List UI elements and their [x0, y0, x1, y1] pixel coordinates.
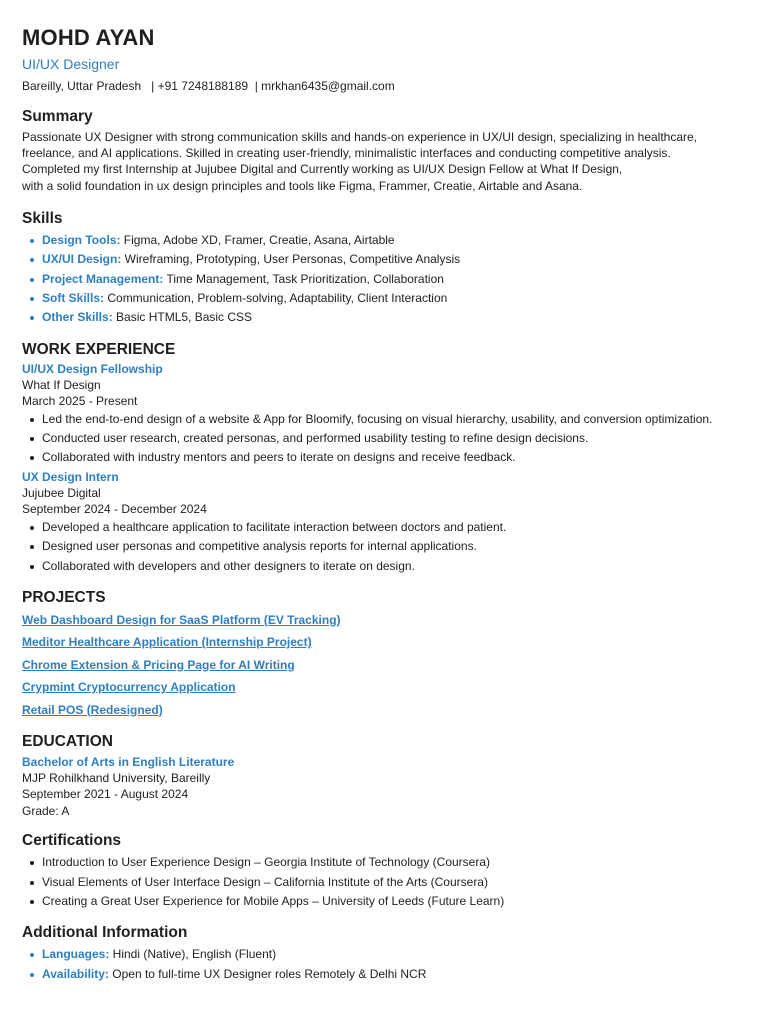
job-bullet: Developed a healthcare application to facilitate interaction between doctors and patient.: [22, 518, 746, 537]
additional-info-section: [22, 923, 746, 984]
skill-text: Communication, Problem-solving, Adaptability, Client Interaction: [104, 291, 448, 306]
resume-header: [22, 24, 746, 94]
project-link[interactable]: Crypmint Cryptocurrency Application: [22, 680, 236, 695]
job-company: Jujubee Digital: [22, 485, 101, 500]
job-bullets: [22, 410, 746, 468]
job-bullet: Collaborated with industry mentors and peers to iterate on designs and receive feedback.: [22, 448, 746, 467]
skill-label: Soft Skills:: [42, 291, 105, 306]
skills-list: [22, 231, 746, 328]
certification-item: Creating a Great User Experience for Mobile Apps – University of Leeds (Future Learn): [22, 892, 746, 911]
contact-line: Bareilly, Uttar Pradesh | +91 7248188189 | mrkhan6435@gmail.com: [22, 79, 395, 93]
skill-text: Figma, Adobe XD, Framer, Creatie, Asana, Airtable: [120, 232, 395, 247]
project-link[interactable]: Retail POS (Redesigned): [22, 702, 163, 717]
summary-text: [22, 129, 746, 194]
candidate-role: UI/UX Designer: [22, 56, 120, 72]
summary-line: Completed my first Internship at Jujubee Digital and Currently working as UI/UX Design Fellow at What If Design,: [22, 162, 623, 177]
additional-info-label: Availability:: [42, 966, 109, 981]
summary-line: with a solid foundation in ux design principles and tools like Figma, Frammer, Creatie, Airtable and Asana.: [22, 178, 583, 193]
project-link[interactable]: Web Dashboard Design for SaaS Platform (EV Tracking): [22, 612, 341, 627]
job-bullet: Designed user personas and competitive analysis reports for internal applications.: [22, 537, 746, 556]
additional-info-text: Hindi (Native), English (Fluent): [109, 947, 277, 962]
project-link[interactable]: Chrome Extension & Pricing Page for AI Writing: [22, 657, 295, 672]
job-dates: September 2024 - December 2024: [22, 502, 207, 517]
degree-title: Bachelor of Arts in English Literature: [22, 754, 235, 769]
job-title: UX Design Intern: [22, 469, 119, 484]
additional-info-list: [22, 945, 746, 984]
skills-heading: Skills: [22, 209, 63, 227]
certifications-heading: Certifications: [22, 832, 122, 850]
projects-list: [22, 609, 746, 721]
school-name: MJP Rohilkhand University, Bareilly: [22, 770, 211, 785]
job-bullet: Conducted user research, created personas, and performed usability testing to refine design decisions.: [22, 429, 746, 448]
skill-label: UX/UI Design:: [42, 252, 122, 267]
summary-line: freelance, and AI applications. Skilled in creating user-friendly, minimalistic interfaces and conducting competitive analysis.: [22, 146, 671, 161]
job-dates: March 2025 - Present: [22, 394, 138, 409]
summary-line: Passionate UX Designer with strong communication skills and hands-on experience in UX/UI design, specializing in healthcare,: [22, 130, 698, 144]
skill-label: Project Management:: [42, 271, 164, 286]
job-entry: [22, 469, 746, 576]
summary-section: [22, 107, 746, 194]
skills-section: [22, 209, 746, 328]
skill-label: Other Skills:: [42, 310, 113, 325]
job-title: UI/UX Design Fellowship: [22, 361, 163, 376]
additional-info-heading: Additional Information: [22, 924, 188, 942]
skill-item: [22, 289, 746, 308]
projects-heading: PROJECTS: [22, 588, 106, 606]
skill-label: Design Tools:: [42, 232, 121, 247]
skill-text: Time Management, Task Prioritization, Collaboration: [163, 271, 444, 286]
job-bullet: Collaborated with developers and other designers to iterate on design.: [22, 557, 746, 576]
education-grade: Grade: A: [22, 803, 70, 818]
candidate-name: MOHD AYAN: [22, 25, 155, 50]
additional-info-item: [22, 965, 746, 984]
education-section: [22, 732, 746, 819]
education-heading: EDUCATION: [22, 732, 113, 750]
certification-item: Introduction to User Experience Design – Georgia Institute of Technology (Coursera): [22, 853, 746, 872]
skill-item: [22, 250, 746, 269]
additional-info-item: [22, 945, 746, 964]
projects-section: [22, 588, 746, 721]
job-company: What If Design: [22, 377, 101, 392]
skill-item: [22, 270, 746, 289]
summary-heading: Summary: [22, 108, 93, 125]
additional-info-text: Open to full-time UX Designer roles Remotely & Delhi NCR: [108, 966, 427, 981]
job-entry: [22, 361, 746, 468]
education-dates: September 2021 - August 2024: [22, 787, 189, 802]
skill-text: Wireframing, Prototyping, User Personas, Competitive Analysis: [121, 252, 461, 267]
work-experience-section: [22, 340, 746, 576]
skill-item: [22, 308, 746, 327]
certifications-list: [22, 853, 746, 911]
job-bullet: Led the end-to-end design of a website & App for Bloomify, focusing on visual hierarchy, usability, and conversion optimization.: [22, 410, 746, 429]
project-link[interactable]: Meditor Healthcare Application (Internship Project): [22, 635, 312, 650]
skill-item: [22, 231, 746, 250]
work-experience-heading: WORK EXPERIENCE: [22, 340, 176, 358]
certifications-section: [22, 831, 746, 911]
job-bullets: [22, 518, 746, 576]
certification-item: Visual Elements of User Interface Design – California Institute of the Arts (Coursera): [22, 873, 746, 892]
additional-info-label: Languages:: [42, 947, 110, 962]
skill-text: Basic HTML5, Basic CSS: [112, 310, 253, 325]
